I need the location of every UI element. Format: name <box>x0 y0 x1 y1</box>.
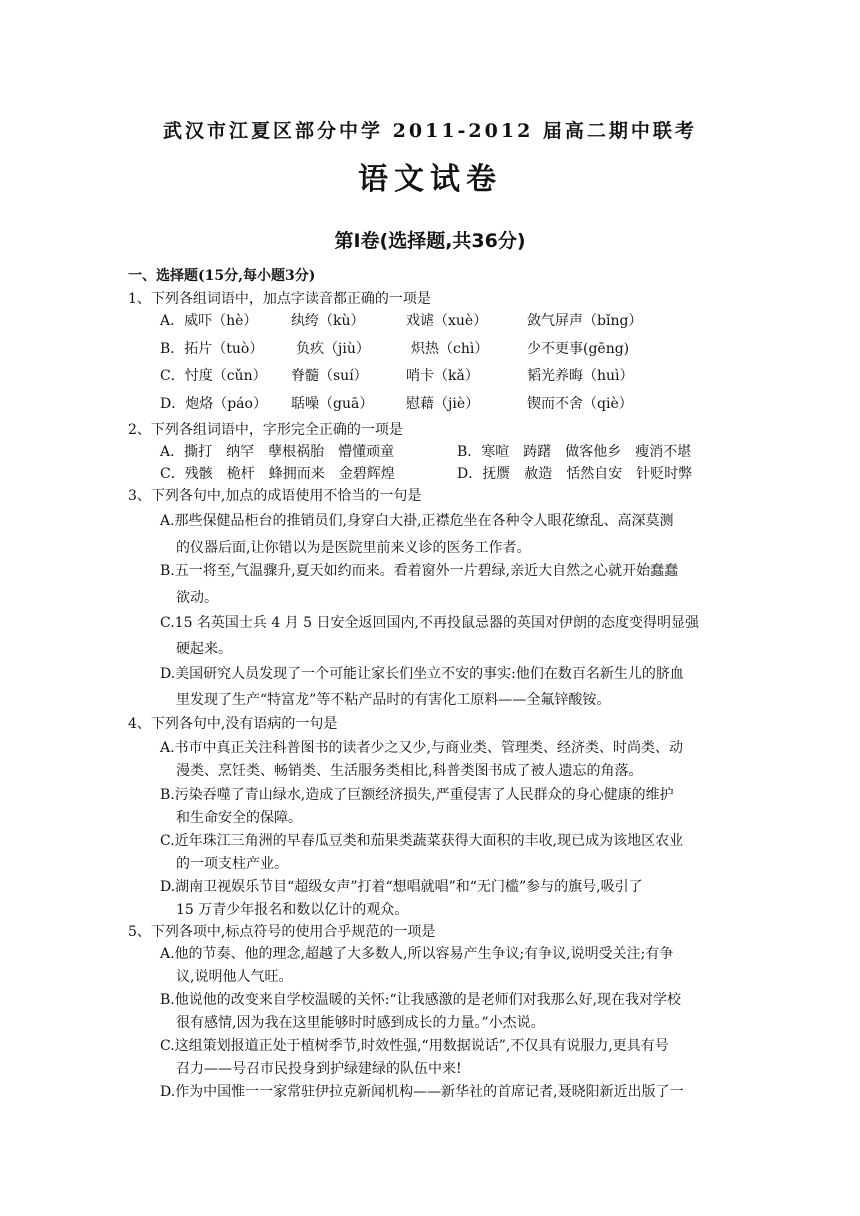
exam-title: 武汉市江夏区部分中学 2011-2012 届高二期中联考 <box>163 120 697 142</box>
q1-option-c-3: 哨卡（kǎ） <box>406 368 479 384</box>
q3-line: A.那些保健品柜台的推销员们,身穿白大褂,正襟危坐在各种令人眼花缭乱、高深莫测 <box>160 513 674 529</box>
q5-line: A.他的节奏、他的理念,超越了大多数人,所以容易产生争议;有争议,说明受关注;有争 <box>160 946 674 962</box>
q1-option-d-4: 锲而不舍（qiè） <box>527 396 633 412</box>
q3-line: 欲动。 <box>176 590 218 606</box>
q4-line: C.近年珠江三角洲的早春瓜豆类和茄果类蔬菜获得大面积的丰收,现已成为该地区农业 <box>160 833 684 849</box>
q1-option-c-4: 韬光养晦（huì） <box>527 368 634 384</box>
q1-option-b-3: 炽热（chì） <box>411 341 489 357</box>
q3-line: C.15 名英国士兵 4 月 5 日安全返回国内,不再投鼠忌器的英国对伊朗的态度变得明显强 <box>160 615 699 631</box>
section-heading: 一、选择题(15分,每小题3分) <box>128 268 316 284</box>
q1-option-d-3: 慰藉（jiè） <box>406 396 480 412</box>
q5-line: D.作为中国惟一一家常驻伊拉克新闻机构——新华社的首席记者,聂晓阳新近出版了一 <box>160 1084 684 1100</box>
q3-line: 里发现了生产“特富龙”等不粘产品时的有害化工原料——全氟锌酸铵。 <box>176 692 611 708</box>
q4-line: B.污染吞噬了青山绿水,造成了巨额经济损失,严重侵害了人民群众的身心健康的维护 <box>160 787 674 803</box>
q2-option-b: B．寒喧 踌躇 做客他乡 瘦消不堪 <box>457 444 692 460</box>
q5-line: C.这组策划报道正处于植树季节,时效性强,“用数据说话”,不仅具有说服力,更具有号 <box>160 1038 669 1054</box>
q5-line: B.他说他的改变来自学校温暖的关怀:“让我感激的是老师们对我那么好,现在我对学校 <box>160 992 682 1008</box>
q5-line: 召力——号召市民投身到护绿建绿的队伍中来! <box>176 1061 462 1077</box>
q1-option-b-4: 少不更事(gēng) <box>527 341 630 357</box>
q1-option-d-1: D．炮烙（páo） <box>160 396 267 412</box>
question-3-stem: 3、下列各句中,加点的成语使用不恰当的一句是 <box>128 488 422 504</box>
q1-option-a-4: 敛气屏声（bǐng） <box>527 313 643 329</box>
q5-line: 很有感情,因为我在这里能够时时感到成长的力量。”小杰说。 <box>176 1015 545 1031</box>
q1-option-a-2: 纨绔（kù） <box>291 313 365 329</box>
q3-line: B.五一将至,气温骤升,夏天如约而来。看着窗外一片碧绿,亲近大自然之心就开始蠢蠢 <box>160 563 679 579</box>
q1-option-d-2: 聒噪（guā） <box>291 396 374 412</box>
q4-line: 的一项支柱产业。 <box>176 856 288 872</box>
part-heading: 第Ⅰ卷(选择题,共36分) <box>334 230 526 252</box>
q4-line: A.书市中真正关注科普图书的读者少之又少,与商业类、管理类、经济类、时尚类、动 <box>160 740 684 756</box>
q1-option-c-2: 脊髓（suí） <box>291 368 368 384</box>
exam-subject: 语文试卷 <box>358 162 502 197</box>
q3-line: 硬起来。 <box>176 641 232 657</box>
q2-option-c: C．残骸 桅杆 蜂拥而来 金碧辉煌 <box>160 466 395 482</box>
q2-option-a: A．撕打 纳罕 孽根祸胎 懵懂顽童 <box>160 444 395 460</box>
q4-line: D.湖南卫视娱乐节目“超级女声”打着“想唱就唱”和“无门槛”参与的旗号,吸引了 <box>160 879 643 895</box>
q4-line: 漫类、烹饪类、畅销类、生活服务类相比,科普类图书成了被人遗忘的角落。 <box>176 763 643 779</box>
question-4-stem: 4、下列各句中,没有语病的一句是 <box>128 716 338 732</box>
q3-line: 的仪器后面,让你错以为是医院里前来义诊的医务工作者。 <box>176 540 531 556</box>
question-5-stem: 5、下列各项中,标点符号的使用合乎规范的一项是 <box>128 924 436 940</box>
q4-line: 15 万青少年报名和数以亿计的观众。 <box>176 902 409 918</box>
question-1-stem: 1、下列各组词语中，加点字读音都正确的一项是 <box>128 291 431 307</box>
q4-line: 和生命安全的保障。 <box>176 810 302 826</box>
question-2-stem: 2、下列各组词语中，字形完全正确的一项是 <box>128 422 403 438</box>
q1-option-a-3: 戏谑（xuè） <box>406 313 488 329</box>
q1-option-a-1: A．威吓（hè） <box>160 313 258 329</box>
q3-line: D.美国研究人员发现了一个可能让家长们坐立不安的事实:他们在数百名新生儿的脐血 <box>160 666 684 682</box>
q5-line: 议,说明他人气旺。 <box>176 969 293 985</box>
q1-option-b-2: 负疚（jiù） <box>296 341 370 357</box>
q1-option-b-1: B．拓片（tuò） <box>160 341 264 357</box>
q1-option-c-1: C．忖度（cǔn） <box>160 368 267 384</box>
q2-option-d: D．抚赝 赦造 恬然自安 针贬时弊 <box>457 466 693 482</box>
